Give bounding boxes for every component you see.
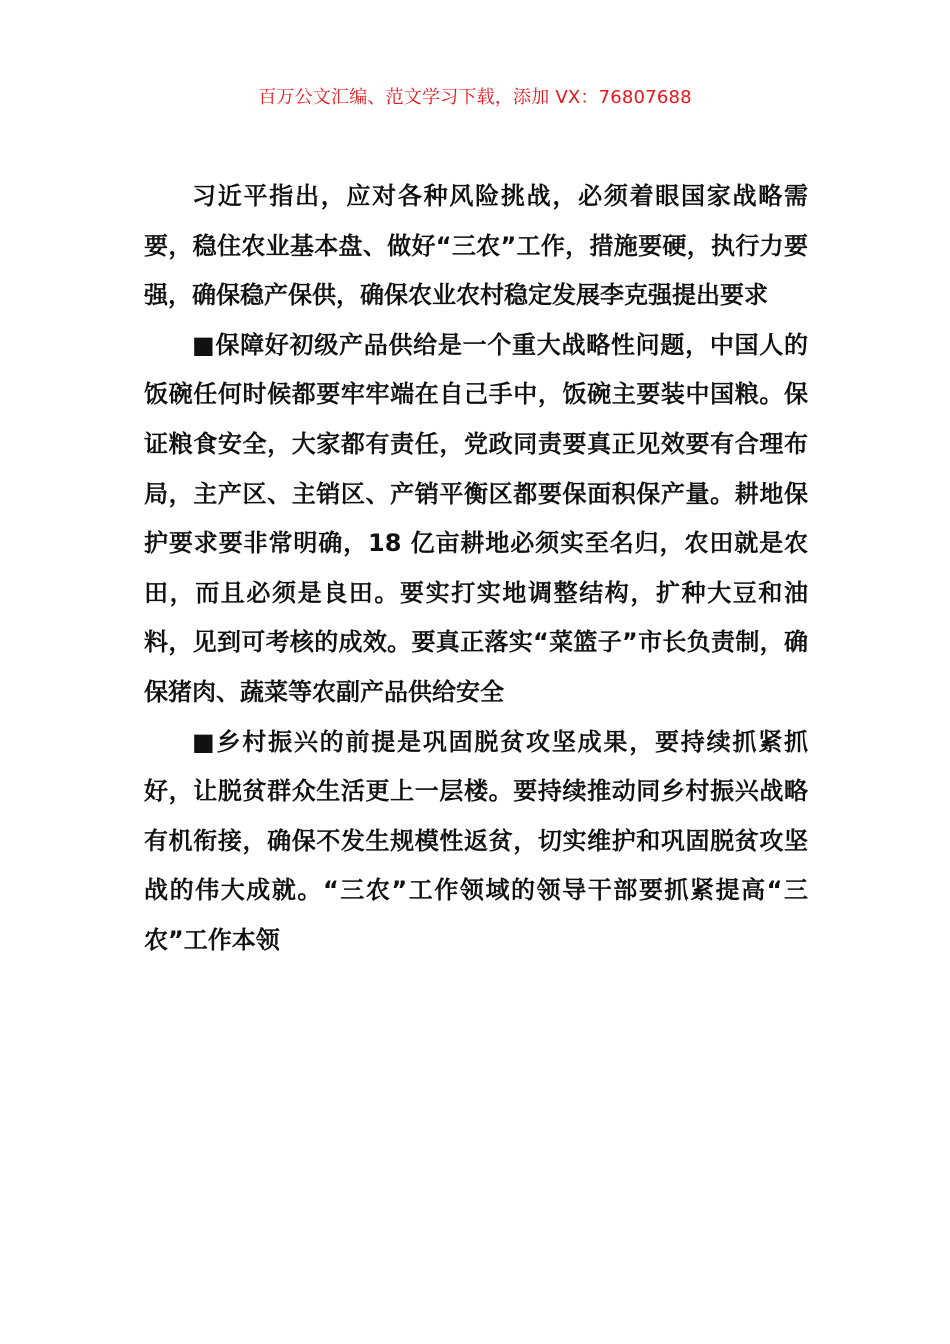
- header-download-note: 百万公文汇编、范文学习下载，添加 VX：76807688: [258, 87, 692, 108]
- paragraph-2: ■保障好初级产品供给是一个重大战略性问题，中国人的饭碗任何时候都要牢牢端在自己手中，饭碗主要装中国粮。保证粮食安全，大家都有责任，党政同责要真正见效要有合理布局，主产区、主销区、产销平衡区都要保面积保产量。耕地保护要求要非常明确，18 亿亩耕地必须实至名归，农田就是农田，而且必须是良田。要实打实地调整结构，扩种大豆和油料，见到可考核的成效。要真正落实“菜篮子”市长负责制，确保猪肉、蔬菜等农副产品供给安全: [144, 330, 808, 706]
- paragraph-1: 习近平指出，应对各种风险挑战，必须着眼国家战略需要，稳住农业基本盘、做好“三农”工作，措施要硬，执行力要强，确保稳产保供，确保农业农村稳定发展李克强提出要求: [144, 182, 808, 310]
- paragraph-3: ■乡村振兴的前提是巩固脱贫攻坚成果，要持续抓紧抓好，让脱贫群众生活更上一层楼。要持续推动同乡村振兴战略有机衔接，确保不发生规模性返贫，切实维护和巩固脱贫攻坚战的伟大成就。“三农”工作领域的领导干部要抓紧提高“三农”工作本领: [144, 727, 808, 954]
- document-body: [144, 172, 808, 966]
